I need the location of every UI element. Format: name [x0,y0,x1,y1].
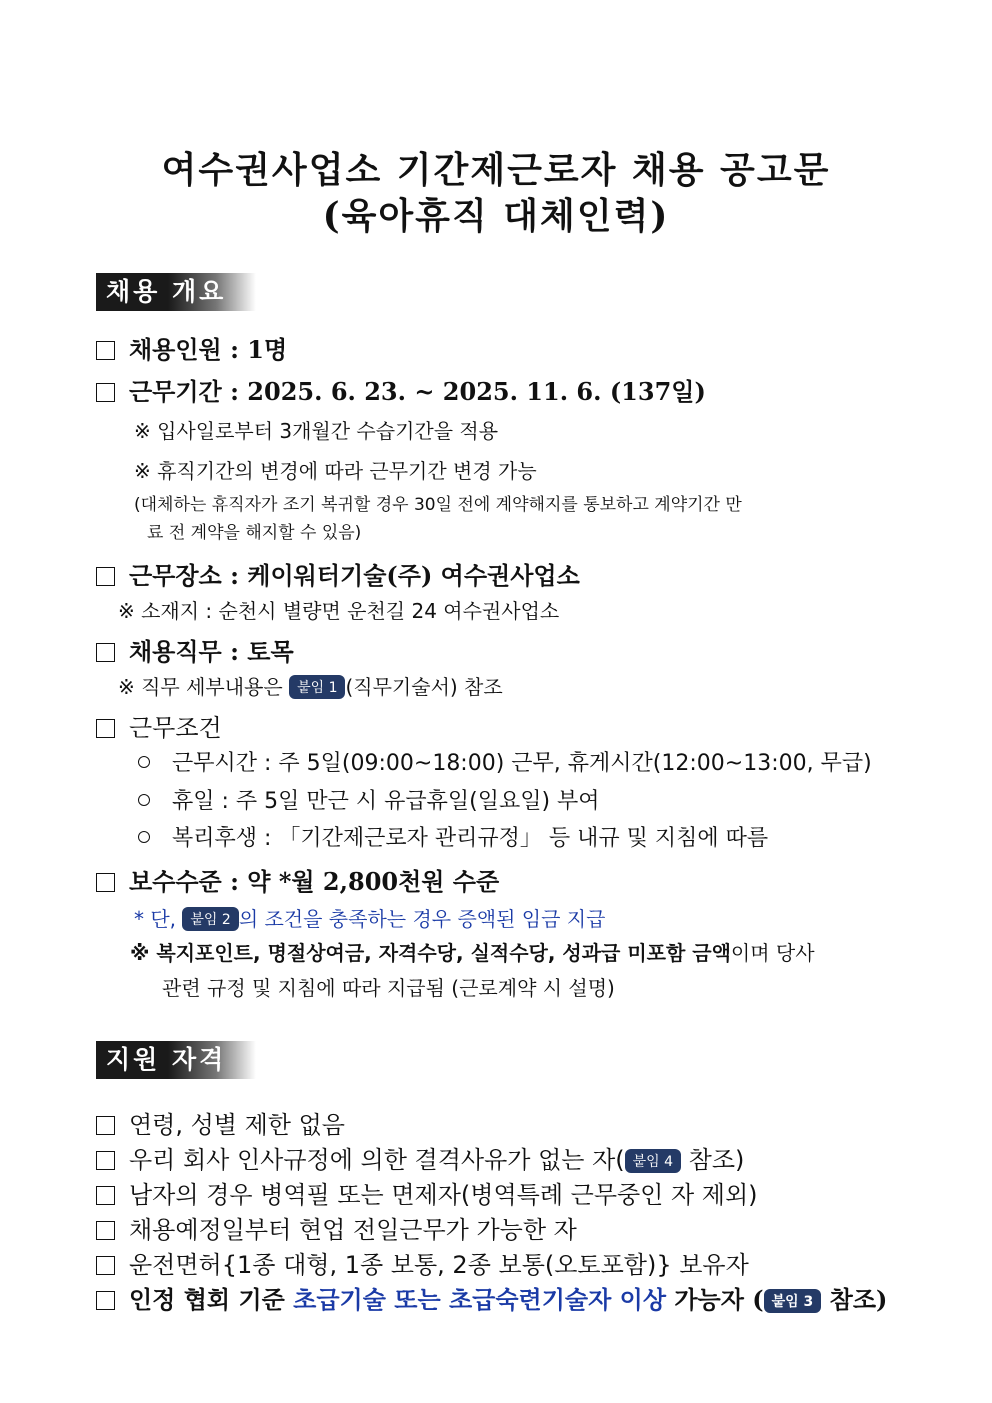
pay-note-exclusions [130,937,815,966]
pay-note-exclusions-line2: 관련 규정 및 지침에 따라 지급됨 (근로계약 시 설명) [162,976,615,1000]
condition-hours [138,746,872,777]
qualification-text-suffix: 참조) [681,1146,745,1174]
qualification-item-2 [96,1140,744,1175]
qualification-text: 우리 회사 인사규정에 의한 결격사유가 없는 자( [129,1146,625,1174]
qualification-item-1 [96,1105,345,1140]
job-item [96,632,294,667]
checkbox-square-icon [96,1151,115,1170]
job-note-suffix: (직무기술서) 참조 [345,675,503,699]
pay-note-prefix: * 단, [134,907,177,931]
checkbox-square-icon [96,1291,115,1310]
checkbox-square-icon [96,1116,115,1135]
pay-item [96,862,499,897]
condition-holiday-text: 휴일 : 주 5일 만근 시 유급휴일(일요일) 부여 [172,789,600,814]
conditions-title: 근무조건 [129,714,222,742]
checkbox-square-icon [96,567,115,586]
pay-note-exclusions-bold: ※ 복지포인트, 명절상여금, 자격수당, 실적수당, 성과급 미포함 금액 [130,941,731,965]
attachment-1-badge: 붙임 1 [289,675,345,699]
qualification-item-6 [96,1280,887,1315]
qualification-item-4 [96,1210,577,1245]
checkbox-square-icon [96,341,115,360]
location-text: 근무장소 : 케이워터기술(주) 여수권사업소 [129,561,580,590]
location-item [96,556,580,591]
condition-welfare-text: 복리후생 : 「기간제근로자 관리규정」 등 내규 및 지침에 따름 [172,826,769,851]
qualification-item-3 [96,1175,758,1210]
qualification-text: 인정 협회 기준 [129,1285,294,1314]
qualification-text: 연령, 성별 제한 없음 [129,1111,345,1139]
job-note-prefix: ※ 직무 세부내용은 [118,675,283,699]
document-title: 여수권사업소 기간제근로자 채용 공고문 [161,149,831,191]
pay-note-exclusions-rest: 이며 당사 [730,941,815,965]
period-note-termination-2: 료 전 계약을 해지할 수 있음) [147,523,362,543]
document-subtitle: (육아휴직 대체인력) [322,195,670,237]
pay-note-suffix: 의 조건을 충족하는 경우 증액된 임금 지급 [238,907,606,931]
condition-holiday [138,784,600,815]
qualification-text: 운전면허{1종 대형, 1종 보통, 2종 보통(오토포함)} 보유자 [129,1251,749,1279]
conditions-item [96,708,222,743]
condition-hours-text: 근무시간 : 주 5일(09:00~18:00) 근무, 휴게시간(12:00~13:00, 무급) [172,751,872,776]
checkbox-square-icon [96,643,115,662]
qualification-text-mid: 가능자 ( [666,1285,764,1314]
location-note: ※ 소재지 : 순천시 별량면 운천길 24 여수권사업소 [118,599,560,623]
pay-text: 보수수준 : 약 *월 2,800천원 수준 [129,867,500,896]
period-note-probation: ※ 입사일로부터 3개월간 수습기간을 적용 [134,419,499,443]
bullet-circle-icon [138,756,150,768]
qualification-text: 채용예정일부터 현업 전일근무가 가능한 자 [129,1216,577,1244]
period-note-change: ※ 휴직기간의 변경에 따라 근무기간 변경 가능 [134,459,537,483]
section-header-qualification: 지원 자격 [96,1041,256,1079]
bullet-circle-icon [138,831,150,843]
headcount-text: 채용인원 : 1명 [129,335,288,364]
job-text: 채용직무 : 토목 [129,637,294,666]
period-note-termination-1: (대체하는 휴직자가 조기 복귀할 경우 30일 전에 계약해지를 통보하고 계약기간 만 [134,495,742,515]
bullet-circle-icon [138,794,150,806]
qualification-item-5 [96,1245,749,1280]
section-header-overview: 채용 개요 [96,273,256,311]
attachment-3-badge: 붙임 3 [764,1289,822,1313]
checkbox-square-icon [96,873,115,892]
period-item [96,372,706,407]
qualification-text-suffix: 참조) [821,1285,888,1314]
qualification-highlight: 초급기술 또는 초급숙련기술자 이상 [293,1285,666,1314]
attachment-2-badge: 붙임 2 [182,907,238,931]
qualification-text: 남자의 경우 병역필 또는 면제자(병역특례 근무중인 자 제외) [129,1181,758,1209]
period-text: 근무기간 : 2025. 6. 23. ~ 2025. 11. 6. (137일) [129,377,706,406]
condition-welfare [138,821,768,852]
checkbox-square-icon [96,383,115,402]
checkbox-square-icon [96,1186,115,1205]
pay-note [134,903,605,932]
checkbox-square-icon [96,1221,115,1240]
job-note [118,671,503,700]
headcount-item [96,330,287,365]
checkbox-square-icon [96,1256,115,1275]
checkbox-square-icon [96,719,115,738]
attachment-4-badge: 붙임 4 [625,1149,681,1173]
